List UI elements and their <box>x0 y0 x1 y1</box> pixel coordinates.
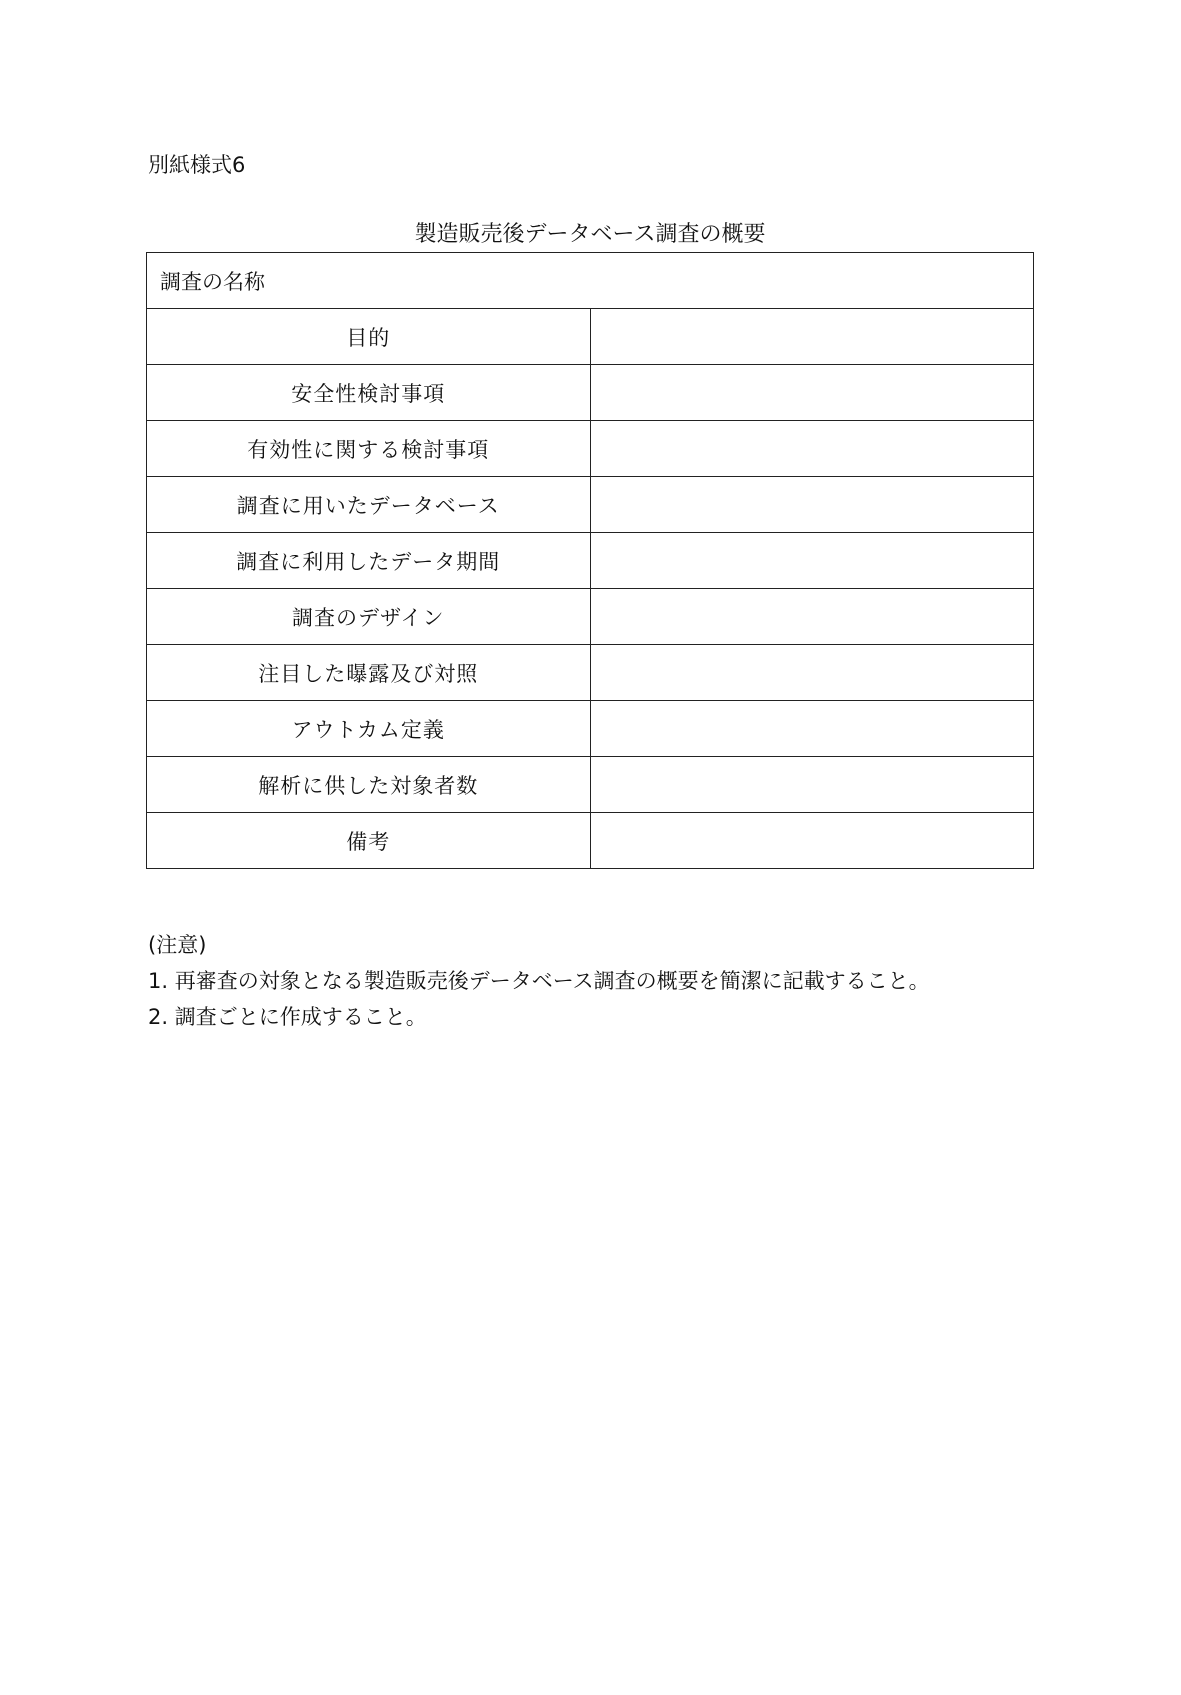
row-value-database <box>590 477 1034 533</box>
table-row <box>147 757 1034 813</box>
row-value-data-period <box>590 533 1034 589</box>
notes-section <box>148 927 930 1035</box>
row-value-purpose <box>590 309 1034 365</box>
table-row <box>147 533 1034 589</box>
table-row <box>147 645 1034 701</box>
row-label-design: 調査のデザイン <box>147 589 591 645</box>
row-label-exposure: 注目した曝露及び対照 <box>147 645 591 701</box>
form-label: 別紙様式6 <box>148 153 246 177</box>
survey-name-cell: 調査の名称 <box>147 253 1034 309</box>
row-label-efficacy: 有効性に関する検討事項 <box>147 421 591 477</box>
row-label-safety: 安全性検討事項 <box>147 365 591 421</box>
note-item-1: 1. 再審査の対象となる製造販売後データベース調査の概要を簡潔に記載すること。 <box>148 969 930 993</box>
table-row <box>147 421 1034 477</box>
table-row <box>147 589 1034 645</box>
table-row <box>147 365 1034 421</box>
row-label-outcome: アウトカム定義 <box>147 701 591 757</box>
summary-table <box>146 252 1034 869</box>
document-title: 製造販売後データベース調査の概要 <box>414 222 766 247</box>
table-row <box>147 477 1034 533</box>
row-value-outcome <box>590 701 1034 757</box>
note-item-2: 2. 調査ごとに作成すること。 <box>148 1005 427 1029</box>
row-value-remarks <box>590 813 1034 869</box>
row-value-exposure <box>590 645 1034 701</box>
row-label-database: 調査に用いたデータベース <box>147 477 591 533</box>
row-label-purpose: 目的 <box>147 309 591 365</box>
table-row <box>147 701 1034 757</box>
row-value-design <box>590 589 1034 645</box>
notes-heading: (注意) <box>148 933 207 957</box>
row-value-efficacy <box>590 421 1034 477</box>
table-row-name <box>147 253 1034 309</box>
row-value-subjects <box>590 757 1034 813</box>
row-label-data-period: 調査に利用したデータ期間 <box>147 533 591 589</box>
row-label-remarks: 備考 <box>147 813 591 869</box>
table-row <box>147 309 1034 365</box>
table-row <box>147 813 1034 869</box>
row-value-safety <box>590 365 1034 421</box>
row-label-subjects: 解析に供した対象者数 <box>147 757 591 813</box>
